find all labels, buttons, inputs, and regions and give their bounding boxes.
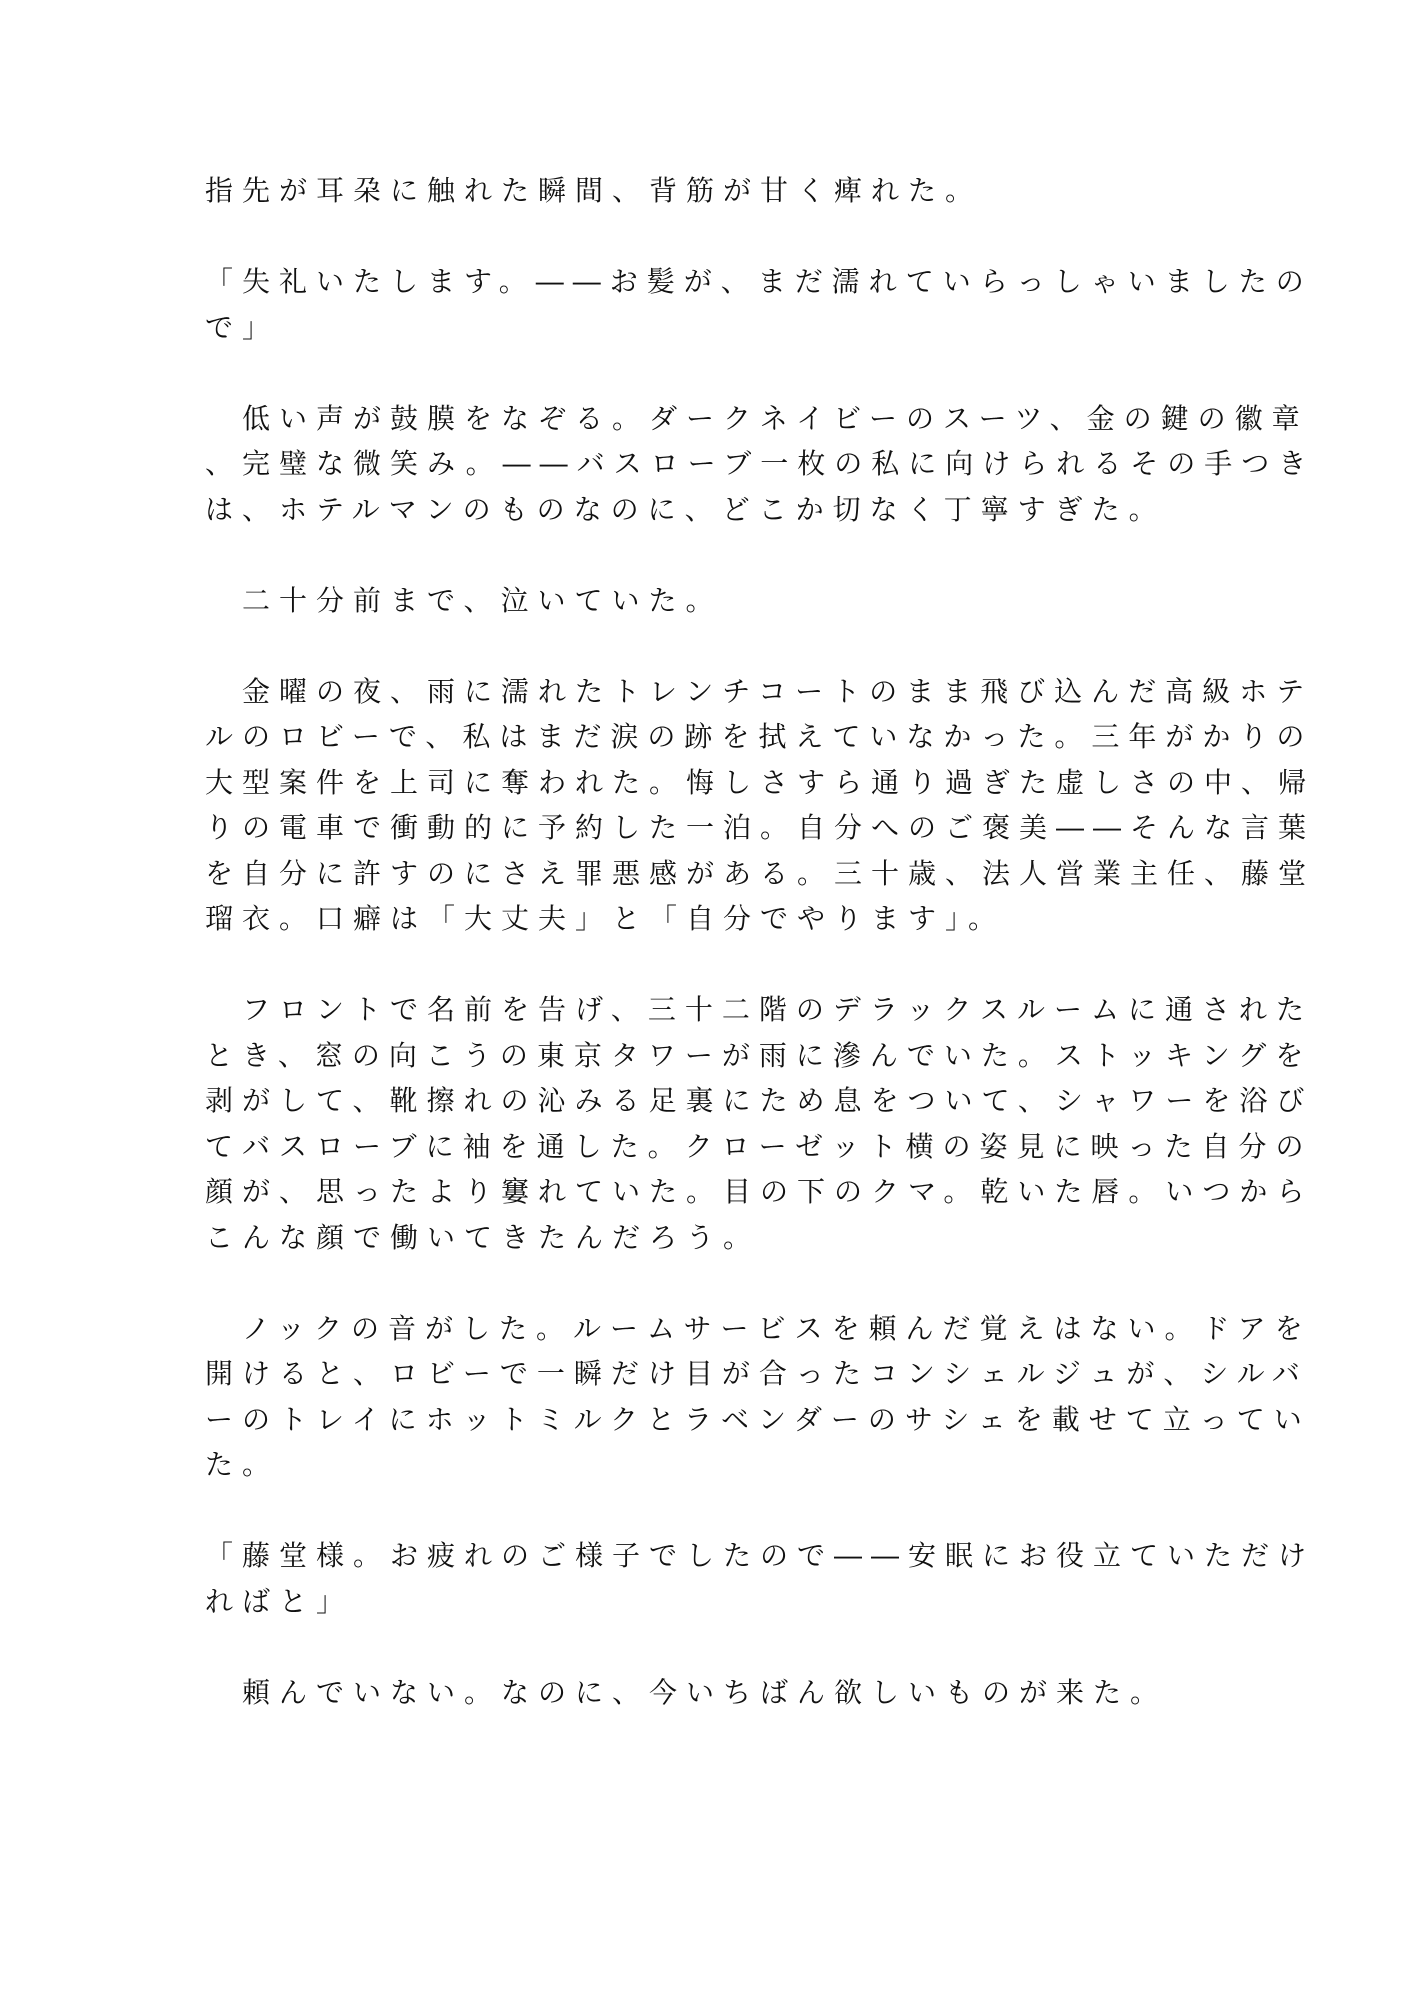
paragraph (205, 1670, 1205, 1716)
text-line: 二十分前まで、泣いていた。 (205, 583, 723, 617)
text-line: 大型案件を上司に奪われた。悔しさすら通り過ぎた虚しさの中、帰 (205, 765, 1316, 799)
text-line: てバスローブに袖を通した。クローゼット横の姿見に映った自分の (205, 1129, 1313, 1163)
text-line: は、ホテルマンのものなのに、どこか切なく丁寧すぎた。 (205, 492, 1166, 526)
text-line: こんな顔で働いてきたんだろう。 (205, 1220, 761, 1254)
text-line: 低い声が鼓膜をなぞる。ダークネイビーのスーツ、金の鍵の徽章 (205, 401, 1309, 435)
paragraph (205, 1306, 1312, 1488)
text-line: 指先が耳朶に触れた瞬間、背筋が甘く痺れた。 (205, 174, 983, 207)
paragraph-gap (205, 1488, 1205, 1534)
paragraph-gap (205, 532, 1205, 578)
paragraph (205, 396, 1316, 533)
text-line: フロントで名前を告げ、三十二階のデラックスルームに通された (205, 993, 1314, 1026)
paragraph (205, 259, 1313, 350)
paragraph-gap (205, 350, 1205, 396)
paragraph (205, 1533, 1316, 1624)
text-line: 「藤堂様。お疲れのご様子でしたので――安眠にお役立ていただけ (205, 1539, 1316, 1572)
text-line: た。 (205, 1448, 280, 1481)
paragraph (205, 987, 1314, 1260)
text-line: ればと」 (205, 1584, 354, 1618)
text-line: 金曜の夜、雨に濡れたトレンチコートのまま飛び込んだ高級ホテ (205, 674, 1314, 708)
paragraph-gap (205, 214, 1205, 260)
text-line: 開けると、ロビーで一瞬だけ目が合ったコンシェルジュが、シルバ (205, 1357, 1309, 1390)
paragraph (205, 669, 1316, 942)
text-line: ルのロビーで、私はまだ涙の跡を拭えていなかった。三年がかりの (205, 720, 1314, 753)
text-line: りの電車で衝動的に予約した一泊。自分へのご褒美――そんな言葉 (205, 811, 1316, 844)
text-line: 顔が、思ったより窶れていた。目の下のクマ。乾いた唇。いつから (205, 1175, 1314, 1208)
text-line: ーのトレイにホットミルクとラベンダーのサシェを載せて立ってい (205, 1402, 1311, 1436)
text-line: 、完璧な微笑み。――バスローブ一枚の私に向けられるその手つき (205, 447, 1316, 480)
text-line: とき、窓の向こうの東京タワーが雨に滲んでいた。ストッキングを (205, 1038, 1313, 1072)
text-line: 頼んでいない。なのに、今いちばん欲しいものが来た。 (205, 1675, 1168, 1709)
body-text (205, 168, 1316, 1715)
paragraph-gap (205, 942, 1205, 988)
text-line: 瑠衣。口癖は「大丈夫」と「自分でやります」。 (205, 902, 1006, 935)
paragraph (205, 578, 1205, 624)
text-line: ノックの音がした。ルームサービスを頼んだ覚えはない。ドアを (205, 1311, 1312, 1345)
text-line: 剥がして、靴擦れの沁みる足裏にため息をついて、シャワーを浴び (205, 1084, 1314, 1117)
paragraph (205, 168, 1205, 214)
paragraph-gap (205, 623, 1205, 669)
text-line: 「失礼いたします。――お髪が、まだ濡れていらっしゃいましたの (205, 265, 1313, 298)
text-line: を自分に許すのにさえ罪悪感がある。三十歳、法人営業主任、藤堂 (205, 856, 1316, 890)
paragraph-gap (205, 1260, 1205, 1306)
paragraph-gap (205, 1624, 1205, 1670)
text-line: で」 (205, 310, 280, 344)
